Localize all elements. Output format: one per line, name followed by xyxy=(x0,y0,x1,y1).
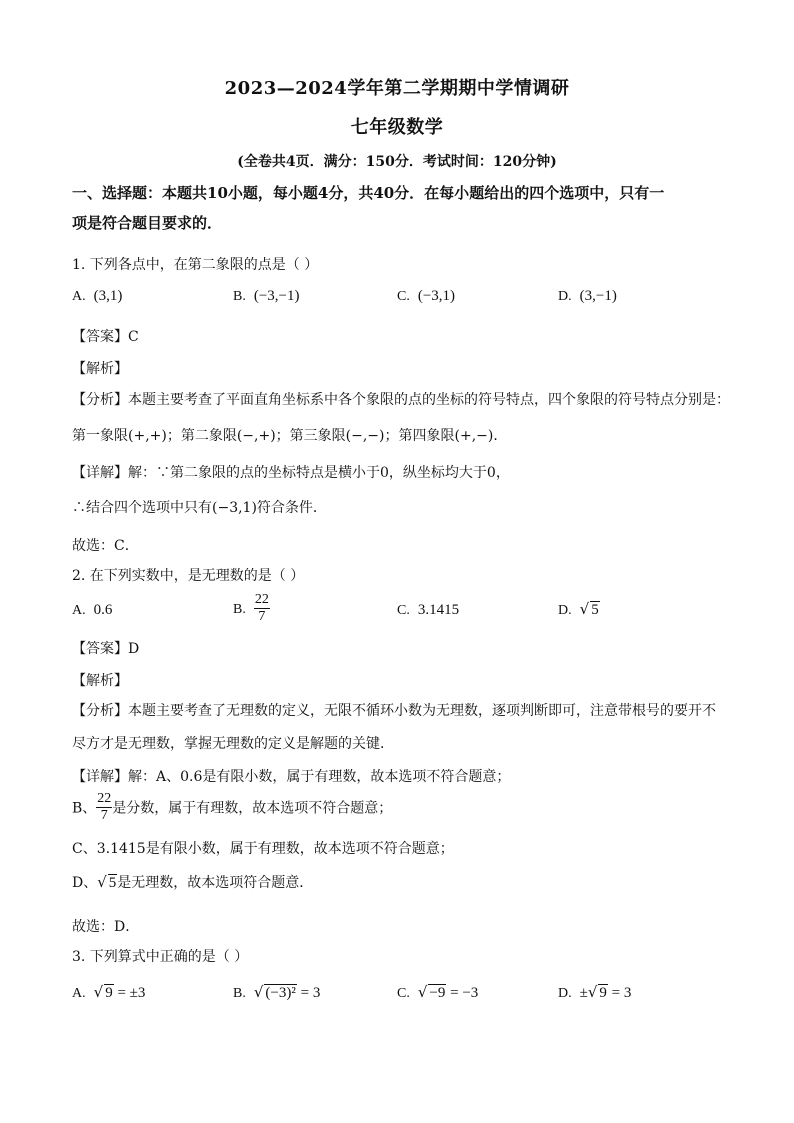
q1-detail-1: 【详解】解：∵第二象限的点的坐标特点是横小于0，纵坐标均大于0， xyxy=(72,465,510,481)
q3-option-a xyxy=(72,983,145,1002)
q2-option-b-numerator: 22 xyxy=(254,592,269,607)
q2-option-d-label: D. xyxy=(558,603,572,618)
q2-option-d xyxy=(558,600,600,619)
q1-option-d-label: D. xyxy=(558,289,572,304)
q3-option-c-rest: = −3 xyxy=(446,985,479,1001)
q1-option-c xyxy=(397,288,455,305)
q1-option-a-label: A. xyxy=(72,289,86,304)
q1-answer: 【答案】C xyxy=(72,329,139,345)
q2-option-d-radicand: 5 xyxy=(591,602,599,618)
q1-stem: 1. 下列各点中，在第二象限的点是（ ） xyxy=(72,257,319,273)
q2-option-b-fraction xyxy=(254,592,270,625)
q2-detail-b-denominator: 7 xyxy=(100,808,108,823)
q1-option-b xyxy=(233,288,300,305)
q2-answer: 【答案】D xyxy=(72,641,140,657)
sqrt-icon: √ xyxy=(97,873,107,891)
q3-option-d-label: D. xyxy=(558,986,572,1001)
q2-option-c-label: C. xyxy=(397,603,410,618)
q2-option-b-label: B. xyxy=(233,601,246,617)
q3-option-d-prefix: ± xyxy=(579,985,588,1001)
q3-option-c xyxy=(397,983,478,1002)
q2-choose: 故选：D． xyxy=(72,919,140,935)
q1-analysis-2: 第一象限(+,+)；第二象限(−,+)；第三象限(−,−)；第四象限(+,−)． xyxy=(72,428,508,444)
q3-option-c-radicand: −9 xyxy=(429,985,446,1001)
q2-detail-b-text: 是分数，属于有理数，故本选项不符合题意； xyxy=(112,800,393,817)
q1-option-d xyxy=(558,288,617,305)
q2-detail-b-fraction xyxy=(96,791,112,824)
q2-detail-a: 【详解】解：A、0.6是有限小数，属于有理数，故本选项不符合题意； xyxy=(72,769,511,785)
q2-option-b xyxy=(233,592,270,625)
q3-option-a-label: A. xyxy=(72,986,86,1001)
q1-analysis-1: 【分析】本题主要考查了平面直角坐标系中各个象限的点的坐标的符号特点，四个象限的符号特点分别是： xyxy=(72,392,730,408)
q3-option-d-rest: = 3 xyxy=(607,985,632,1001)
q1-option-c-label: C. xyxy=(397,289,410,304)
exam-note: (全卷共4页．满分：150分．考试时间：120分钟) xyxy=(237,154,557,170)
q2-option-b-denominator: 7 xyxy=(258,609,266,624)
q3-option-d-radicand: 9 xyxy=(599,985,607,1001)
q3-option-b-radicand: (−3)² xyxy=(265,985,296,1001)
q2-detail-d xyxy=(72,872,313,892)
q2-detail-c: C、3.1415是有限小数，属于有理数，故本选项不符合题意； xyxy=(72,841,454,857)
q2-option-a-label: A. xyxy=(72,603,86,618)
q2-option-c-value: 3.1415 xyxy=(417,602,460,618)
section-heading-line1: 一、选择题：本题共10小题，每小题4分，共40分．在每小题给出的四个选项中，只有一 xyxy=(72,184,665,202)
q1-detail-2: ∴结合四个选项中只有(−3,1)符合条件． xyxy=(72,500,327,516)
q1-option-c-value: (−3,1) xyxy=(417,288,456,304)
q2-analysis-1: 【分析】本题主要考查了无理数的定义，无限不循环小数为无理数，逐项判断即可，注意带根号的要开不 xyxy=(72,703,716,719)
q2-detail-d-text: 是无理数，故本选项符合题意． xyxy=(117,875,314,891)
q1-option-b-label: B. xyxy=(233,289,246,304)
q3-stem: 3. 下列算式中正确的是（ ） xyxy=(72,949,249,965)
q2-option-a xyxy=(72,602,112,619)
q2-stem: 2. 在下列实数中，是无理数的是（ ） xyxy=(72,568,305,584)
q1-option-b-value: (−3,−1) xyxy=(253,288,300,304)
q3-option-d xyxy=(558,983,631,1002)
q2-option-a-value: 0.6 xyxy=(93,602,113,618)
section-heading xyxy=(72,181,732,235)
q2-analysis-heading: 【解析】 xyxy=(72,673,128,689)
q2-detail-b-prefix: B、 xyxy=(72,800,97,817)
q3-option-b-label: B. xyxy=(233,986,246,1001)
q2-option-c xyxy=(397,602,459,619)
sqrt-icon: √ xyxy=(417,983,428,1001)
q1-option-d-value: (3,−1) xyxy=(579,288,617,304)
sqrt-icon: √ xyxy=(93,983,104,1001)
exam-title: 2023—2024学年第二学期期中学情调研 xyxy=(224,78,570,99)
q2-detail-d-prefix: D、 xyxy=(72,875,98,891)
q3-option-c-label: C. xyxy=(397,986,410,1001)
q3-option-b xyxy=(233,983,320,1002)
exam-subtitle: 七年级数学 xyxy=(350,117,444,138)
q2-detail-b xyxy=(72,791,392,824)
q1-option-a-value: (3,1) xyxy=(93,288,123,304)
q3-option-a-rest: = ±3 xyxy=(113,985,146,1001)
q1-choose: 故选：C． xyxy=(72,538,139,554)
q2-analysis-2: 尽方才是无理数，掌握无理数的定义是解题的关键． xyxy=(72,736,394,752)
section-heading-line2: 项是符合题目要求的． xyxy=(72,214,223,232)
q3-option-b-rest: = 3 xyxy=(296,985,321,1001)
sqrt-icon: √ xyxy=(253,983,264,1001)
q1-option-a xyxy=(72,288,122,305)
sqrt-icon: √ xyxy=(579,600,590,618)
q3-option-a-radicand: 9 xyxy=(105,985,113,1001)
q1-analysis-heading: 【解析】 xyxy=(72,361,128,377)
sqrt-icon: √ xyxy=(587,983,598,1001)
q2-detail-b-numerator: 22 xyxy=(97,791,112,806)
q2-detail-d-radicand: 5 xyxy=(108,875,117,891)
